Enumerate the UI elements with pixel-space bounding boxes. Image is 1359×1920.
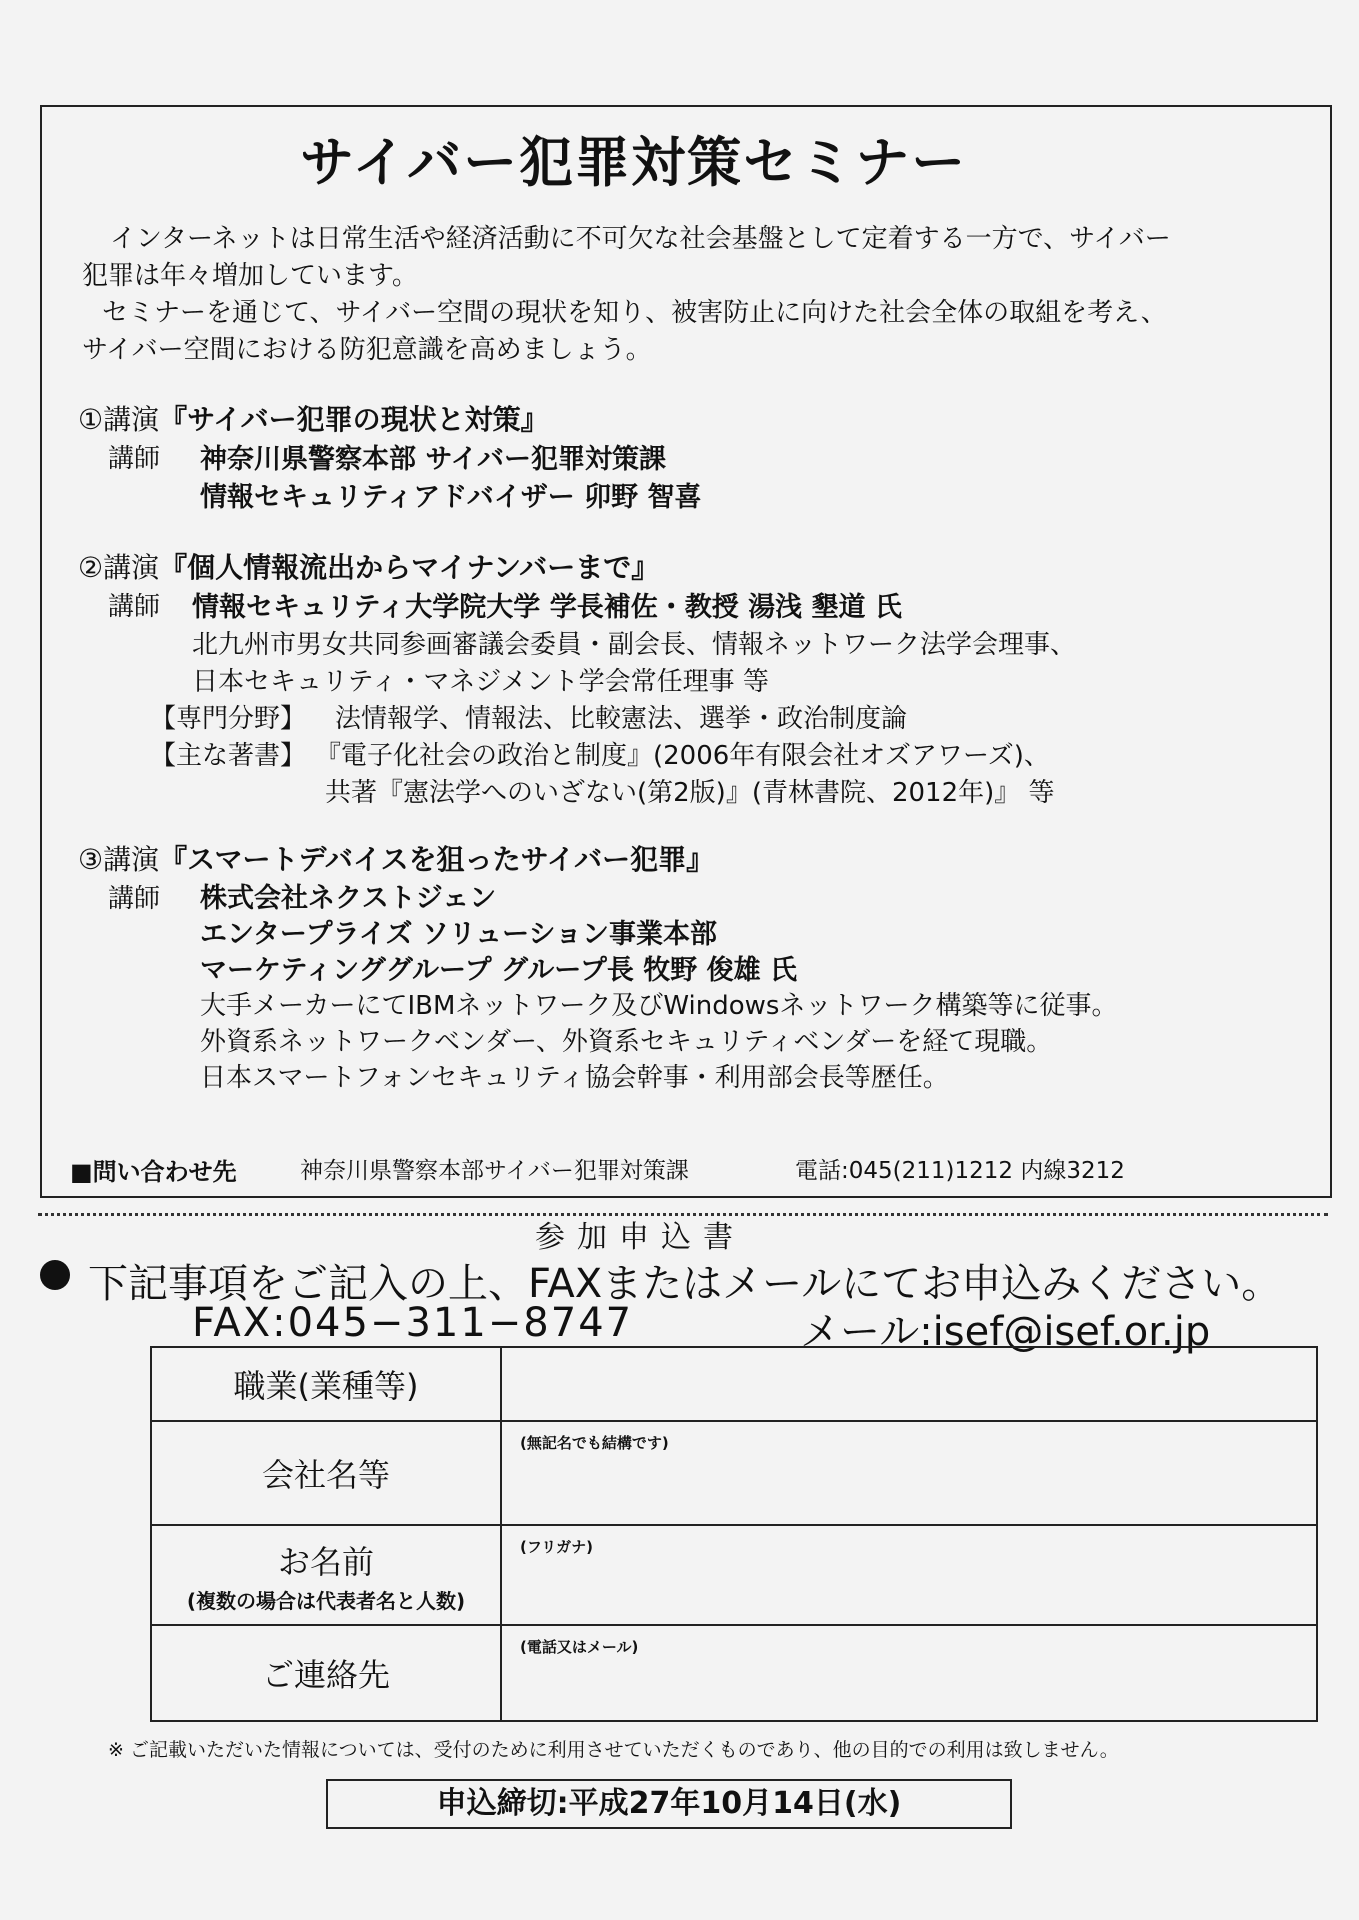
email-address: メール:isef@isef.or.jp [800,1309,1211,1355]
lecture-title: 『個人情報流出からマイナンバーまで』 [159,551,660,584]
fax-number: FAX:045−311−8747 [192,1300,634,1346]
form-title: 参加申込書 [535,1220,745,1255]
name-label: お名前 (複数の場合は代表者名と人数) [151,1525,501,1625]
lecture-2-heading [78,546,659,586]
lecture-title: 『サイバー犯罪の現状と対策』 [159,403,549,436]
form-row [151,1525,1317,1625]
company-label: 会社名等 [151,1421,501,1525]
contact-info-label: ご連絡先 [151,1625,501,1721]
contact-info-field[interactable] [501,1625,1317,1721]
speaker-label: 講師 [108,884,161,914]
speaker-label: 講師 [108,444,161,474]
field-label: 【専門分野】 [150,704,307,734]
books-label: 【主な著書】 [150,741,307,771]
speaker-line: マーケティンググループ グループ長 牧野 俊雄 氏 [200,955,798,986]
lecture-number: ②講演 [78,551,160,584]
lecture-title: 『スマートデバイスを狙ったサイバー犯罪』 [159,843,715,876]
profile-line: 大手メーカーにてIBMネットワーク及びWindowsネットワーク構築等に従事。 [200,991,1118,1021]
page-title: サイバー犯罪対策セミナー [300,131,968,194]
bullet-icon [40,1260,70,1290]
company-hint: (無記名でも結構です) [520,1434,669,1452]
intro-line: 犯罪は年々増加しています。 [82,261,418,291]
application-form [150,1346,1318,1722]
name-field[interactable] [501,1525,1317,1625]
form-row [151,1625,1317,1721]
name-hint: (フリガナ) [520,1538,593,1556]
speaker-line: 情報セキュリティアドバイザー 卯野 智喜 [200,482,702,513]
intro-line: インターネットは日常生活や経済活動に不可欠な社会基盤として定着する一方で、サイバー [110,224,1171,254]
name-sublabel: (複数の場合は代表者名と人数) [186,1588,466,1613]
deadline-box: 申込締切:平成27年10月14日(水) [326,1779,1012,1829]
contact-label: ■問い合わせ先 [70,1158,237,1186]
speaker-line: 情報セキュリティ大学院大学 学長補佐・教授 湯浅 墾道 氏 [192,592,902,623]
contact-phone: 電話:045(211)1212 内線3212 [795,1158,1125,1184]
occupation-field[interactable] [501,1347,1317,1421]
form-row [151,1347,1317,1421]
books-line: 『電子化社会の政治と制度』(2006年有限会社オズアワーズ)、 [315,741,1050,771]
lecture-1-heading [78,398,549,438]
lecture-3-heading [78,838,714,878]
contact-org: 神奈川県警察本部サイバー犯罪対策課 [300,1158,689,1184]
privacy-note: ※ ご記載いただいた情報については、受付のために利用させていただくものであり、他の目的での利用は致しません。 [108,1739,1119,1761]
company-field[interactable] [501,1421,1317,1525]
profile-line: 北九州市男女共同参画審議会委員・副会長、情報ネットワーク法学会理事、 [192,630,1077,660]
speaker-line: 神奈川県警察本部 サイバー犯罪対策課 [200,444,666,475]
profile-line: 日本セキュリティ・マネジメント学会常任理事 等 [192,667,769,697]
lecture-number: ①講演 [78,403,160,436]
form-instruction: 下記事項をご記入の上、FAXまたはメールにてお申込みください。 [88,1261,1282,1307]
contact-info-hint: (電話又はメール) [520,1638,639,1656]
books-line: 共著『憲法学へのいざない(第2版)』(青林書院、2012年)』 等 [325,778,1055,808]
profile-line: 外資系ネットワークベンダー、外資系セキュリティベンダーを経て現職。 [200,1027,1053,1057]
form-row [151,1421,1317,1525]
profile-line: 日本スマートフォンセキュリティ協会幹事・利用部会長等歴任。 [200,1063,949,1093]
speaker-line: エンタープライズ ソリューション事業本部 [200,919,717,950]
field-text: 法情報学、情報法、比較憲法、選挙・政治制度論 [335,704,908,734]
speaker-line: 株式会社ネクストジェン [200,883,497,914]
occupation-label: 職業(業種等) [151,1347,501,1421]
intro-line: サイバー空間における防犯意識を高めましょう。 [82,335,652,365]
speaker-label: 講師 [108,592,161,622]
lecture-number: ③講演 [78,843,160,876]
intro-line: セミナーを通じて、サイバー空間の現状を知り、被害防止に向けた社会全体の取組を考え、 [102,298,1167,328]
